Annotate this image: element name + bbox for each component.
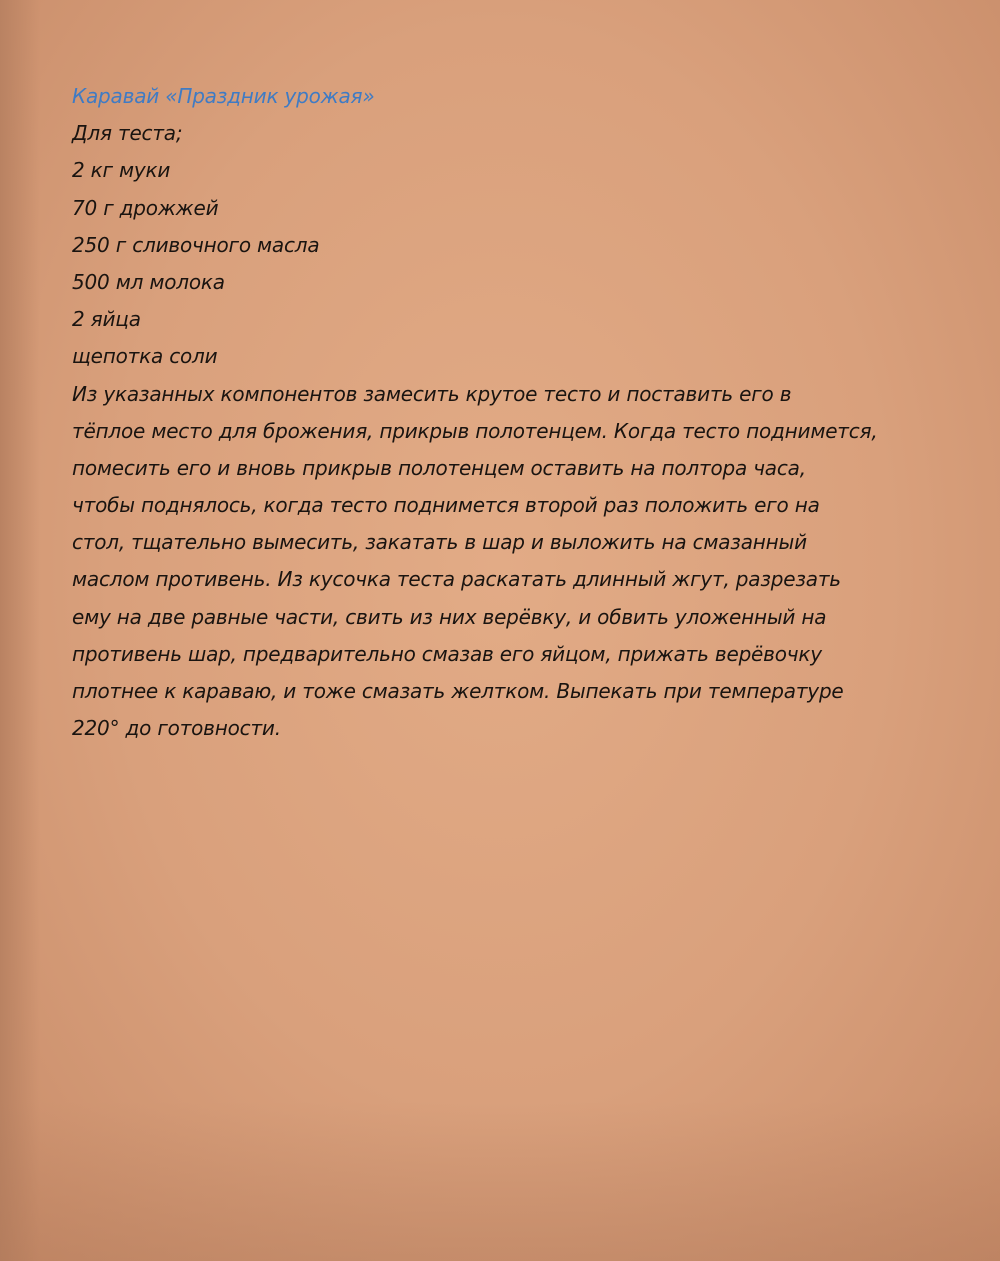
recipe-title: Каравай «Праздник урожая» xyxy=(72,84,375,108)
ingredient-item: 500 мл молока xyxy=(72,269,225,294)
instruction-line: 220° до готовности. xyxy=(72,716,281,741)
instruction-line: противень шар, предварительно смазав его яйцом, прижать верёвочку xyxy=(72,641,822,666)
ingredient-item: 2 кг муки xyxy=(72,158,171,183)
instructions xyxy=(72,376,992,748)
instruction-line: ему на две равные части, свить из них верёвку, и обвить уложенный на xyxy=(72,604,827,629)
paper-torn-edge xyxy=(0,0,40,1261)
instruction-line: помесить его и вновь прикрыв полотенцем оставить на полтора часа, xyxy=(72,455,806,480)
instruction-line: стол, тщательно вымесить, закатать в шар и выложить на смазанный xyxy=(72,530,807,555)
ingredient-item: 2 яйца xyxy=(72,307,141,332)
ingredients-list xyxy=(72,152,992,375)
paper-stain xyxy=(0,1101,1000,1261)
recipe-document xyxy=(72,78,992,747)
instruction-line: маслом противень. Из кусочка теста раскатать длинный жгут, разрезать xyxy=(72,567,841,592)
instruction-line: чтобы поднялось, когда тесто поднимется второй раз положить его на xyxy=(72,493,820,518)
ingredient-item: 70 г дрожжей xyxy=(72,195,219,220)
ingredient-item: 250 г сливочного масла xyxy=(72,232,320,257)
instruction-line: Из указанных компонентов замесить крутое тесто и поставить его в xyxy=(72,381,792,406)
ingredient-item: щепотка соли xyxy=(72,344,218,369)
ingredients-heading: Для теста; xyxy=(72,121,183,146)
instruction-line: тёплое место для брожения, прикрыв полотенцем. Когда тесто поднимется, xyxy=(72,418,878,443)
instruction-line: плотнее к караваю, и тоже смазать желтком. Выпекать при температуре xyxy=(72,679,844,703)
